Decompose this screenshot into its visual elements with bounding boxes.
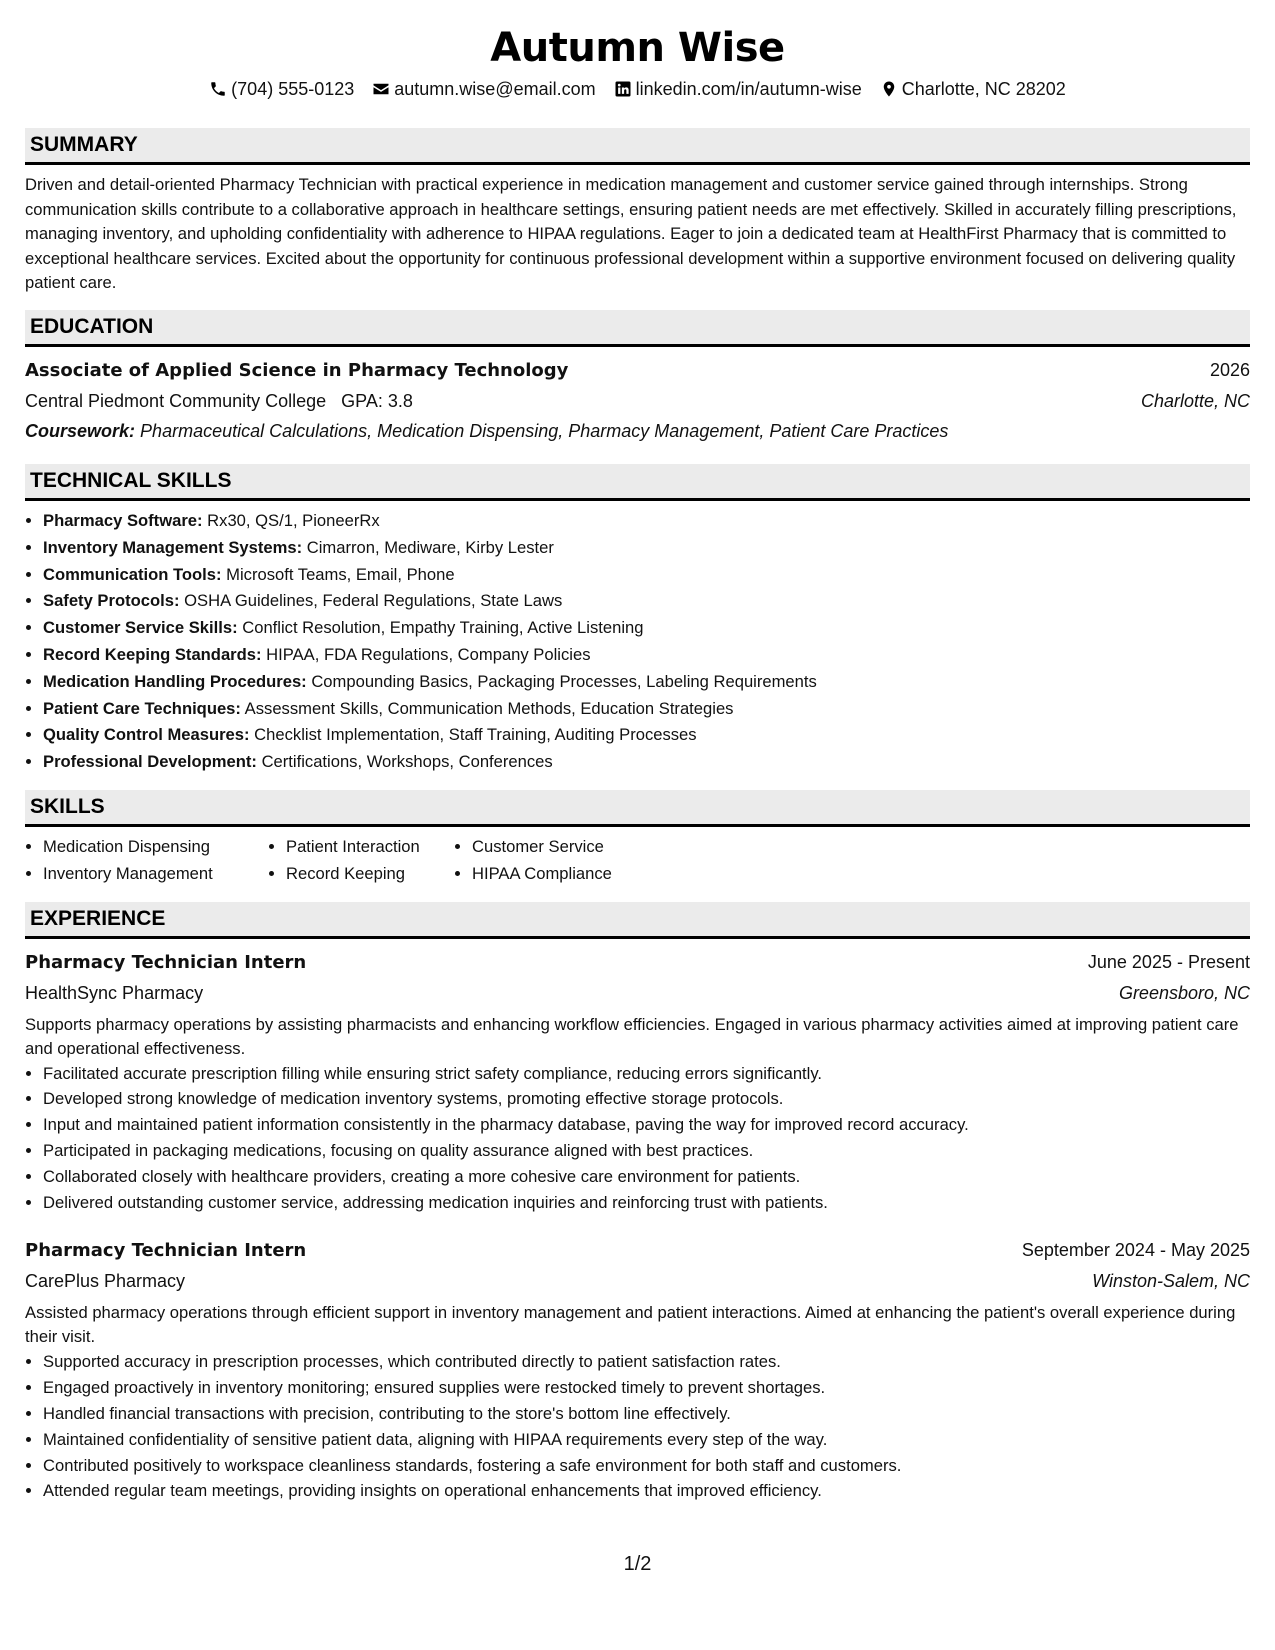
list-item: • Delivered outstanding customer service, addressing medication inquiries and reinforcing trust with patients. [43, 1190, 1250, 1216]
job-location: Winston-Salem, NC [1092, 1271, 1250, 1292]
skill-values: Conflict Resolution, Empathy Training, Active Listening [242, 618, 644, 638]
job-bullets [25, 1061, 1250, 1216]
list-item: • Attended regular team meetings, providing insights on operational enhancements that improved efficiency. [43, 1478, 1250, 1504]
education-heading: EDUCATION [25, 310, 1250, 347]
list-item: • Facilitated accurate prescription filling while ensuring strict safety compliance, reducing errors significantly. [43, 1061, 1250, 1087]
experience-heading: EXPERIENCE [25, 902, 1250, 939]
phone-text: (704) 555-0123 [231, 79, 355, 99]
contact-bar [25, 77, 1250, 101]
list-item: • Input and maintained patient information consistently in the pharmacy database, paving the way for improved record accuracy. [43, 1112, 1250, 1138]
skills-grid [25, 834, 1250, 888]
school-line [25, 386, 413, 416]
gpa: GPA: 3.8 [341, 390, 413, 411]
location-text: Charlotte, NC 28202 [901, 79, 1066, 99]
list-item: • Medication Dispensing [43, 834, 250, 861]
list-item [43, 642, 1250, 669]
list-item: • Maintained confidentiality of sensitive patient data, aligning with HIPAA requirements every step of the way. [43, 1427, 1250, 1453]
company-name: HealthSync Pharmacy [25, 982, 204, 1003]
skill-values: OSHA Guidelines, Federal Regulations, State Laws [184, 591, 563, 611]
coursework-label: Coursework: [25, 420, 136, 441]
technical-skills-list [25, 508, 1250, 776]
email-text: autumn.wise@email.com [394, 79, 596, 99]
list-item: • Supported accuracy in prescription processes, which contributed directly to patient satisfaction rates. [43, 1349, 1250, 1375]
skill-category: Patient Care Techniques: [43, 698, 241, 718]
skills-column [268, 834, 436, 888]
skills-column [454, 834, 674, 888]
skill-category: Pharmacy Software: [43, 510, 203, 530]
list-item [43, 508, 1250, 535]
summary-text: Driven and detail-oriented Pharmacy Technician with practical experience in medication management and customer service gained through internships. Strong communication skills contribute to a collaborative approach in healthcare settings, ensuring patient needs are met effectively. Skilled in accurately filling prescriptions, managing inventory, and upholding confidentiality with adherence to HIPAA regulations. Eager to join a dedicated team at HealthFirst Pharmacy that is committed to exceptional healthcare services. Excited about the opportunity for continuous professional development within a supportive environment focused on delivering quality patient care. [25, 175, 1237, 293]
skill-values: Assessment Skills, Communication Methods, Education Strategies [244, 698, 734, 718]
list-item: • Contributed positively to workspace cleanliness standards, fostering a safe environment for both staff and customers. [43, 1453, 1250, 1479]
skill-values: Compounding Basics, Packaging Processes, Labeling Requirements [311, 671, 817, 691]
list-item [43, 615, 1250, 642]
list-item: • Engaged proactively in inventory monitoring; ensured supplies were restocked timely to prevent shortages. [43, 1375, 1250, 1401]
skill-category: Quality Control Measures: [43, 725, 250, 745]
skill-values: Rx30, QS/1, PioneerRx [207, 510, 380, 530]
list-item: • Collaborated closely with healthcare providers, creating a more cohesive care environment for patients. [43, 1164, 1250, 1190]
skill-category: Record Keeping Standards: [43, 644, 262, 664]
skill-values: HIPAA, FDA Regulations, Company Policies [266, 644, 591, 664]
list-item [43, 669, 1250, 696]
contact-email[interactable] [372, 77, 595, 101]
skill-values: Certifications, Workshops, Conferences [261, 752, 553, 772]
contact-linkedin[interactable] [614, 77, 862, 101]
skill-category: Inventory Management Systems: [43, 537, 303, 557]
job-description: Assisted pharmacy operations through efficient support in inventory management and patient interactions. Aimed at enhancing the patient's overall experience during their visit. [25, 1303, 1236, 1347]
list-item [43, 588, 1250, 615]
skill-values: Microsoft Teams, Email, Phone [226, 564, 455, 584]
list-item [43, 562, 1250, 589]
job-entry [25, 1235, 1250, 1504]
skills-heading: SKILLS [25, 790, 1250, 827]
list-item: • Record Keeping [286, 861, 436, 888]
job-dates: September 2024 - May 2025 [1021, 1240, 1250, 1261]
list-item: • Customer Service [472, 834, 674, 861]
skill-category: Medication Handling Procedures: [43, 671, 307, 691]
skill-category: Communication Tools: [43, 564, 222, 584]
list-item: • HIPAA Compliance [472, 861, 674, 888]
map-pin-icon [880, 80, 898, 98]
job-title: Pharmacy Technician Intern [25, 951, 307, 973]
school-name: Central Piedmont Community College [25, 390, 327, 411]
skill-category: Customer Service Skills: [43, 618, 238, 638]
coursework-line [25, 416, 1250, 446]
skill-values: Cimarron, Mediware, Kirby Lester [306, 537, 554, 557]
job-title: Pharmacy Technician Intern [25, 1240, 307, 1262]
company-name: CarePlus Pharmacy [25, 1271, 186, 1292]
linkedin-icon [614, 80, 632, 98]
job-entry [25, 947, 1250, 1216]
list-item: • Handled financial transactions with precision, contributing to the store's bottom line effectively. [43, 1401, 1250, 1427]
linkedin-text: linkedin.com/in/autumn-wise [635, 79, 862, 99]
skill-category: Safety Protocols: [43, 591, 180, 611]
contact-location [880, 77, 1066, 101]
phone-icon [209, 80, 227, 98]
job-location: Greensboro, NC [1118, 982, 1250, 1003]
coursework-list: Pharmaceutical Calculations, Medication Dispensing, Pharmacy Management, Patient Care Practices [140, 420, 949, 441]
technical-skills-heading: TECHNICAL SKILLS [25, 464, 1250, 501]
job-dates: June 2025 - Present [1087, 951, 1250, 972]
list-item [43, 696, 1250, 723]
list-item: • Patient Interaction [286, 834, 436, 861]
resume-page [25, 0, 1250, 1504]
page-number: 1/2 [623, 1553, 652, 1575]
school-location: Charlotte, NC [1140, 390, 1250, 411]
education-entry [25, 355, 1250, 446]
envelope-icon [372, 80, 390, 98]
list-item: • Inventory Management [43, 861, 250, 888]
list-item [43, 722, 1250, 749]
skill-category: Professional Development: [43, 752, 257, 772]
candidate-name: Autumn Wise [490, 25, 785, 71]
degree: Associate of Applied Science in Pharmacy Technology [25, 359, 569, 381]
skills-column [25, 834, 250, 888]
summary-heading: SUMMARY [25, 128, 1250, 165]
list-item [43, 535, 1250, 562]
contact-phone [209, 77, 354, 101]
list-item: • Developed strong knowledge of medication inventory systems, promoting effective storage protocols. [43, 1086, 1250, 1112]
graduation-year: 2026 [1209, 359, 1250, 380]
list-item [43, 749, 1250, 776]
skill-values: Checklist Implementation, Staff Training, Auditing Processes [254, 725, 697, 745]
job-description: Supports pharmacy operations by assisting pharmacists and enhancing workflow efficiencies. Engaged in various pharmacy activities aimed at improving patient care and operational effectiveness. [25, 1014, 1239, 1058]
job-bullets [25, 1349, 1250, 1504]
list-item: • Participated in packaging medications, focusing on quality assurance aligned with best practices. [43, 1138, 1250, 1164]
